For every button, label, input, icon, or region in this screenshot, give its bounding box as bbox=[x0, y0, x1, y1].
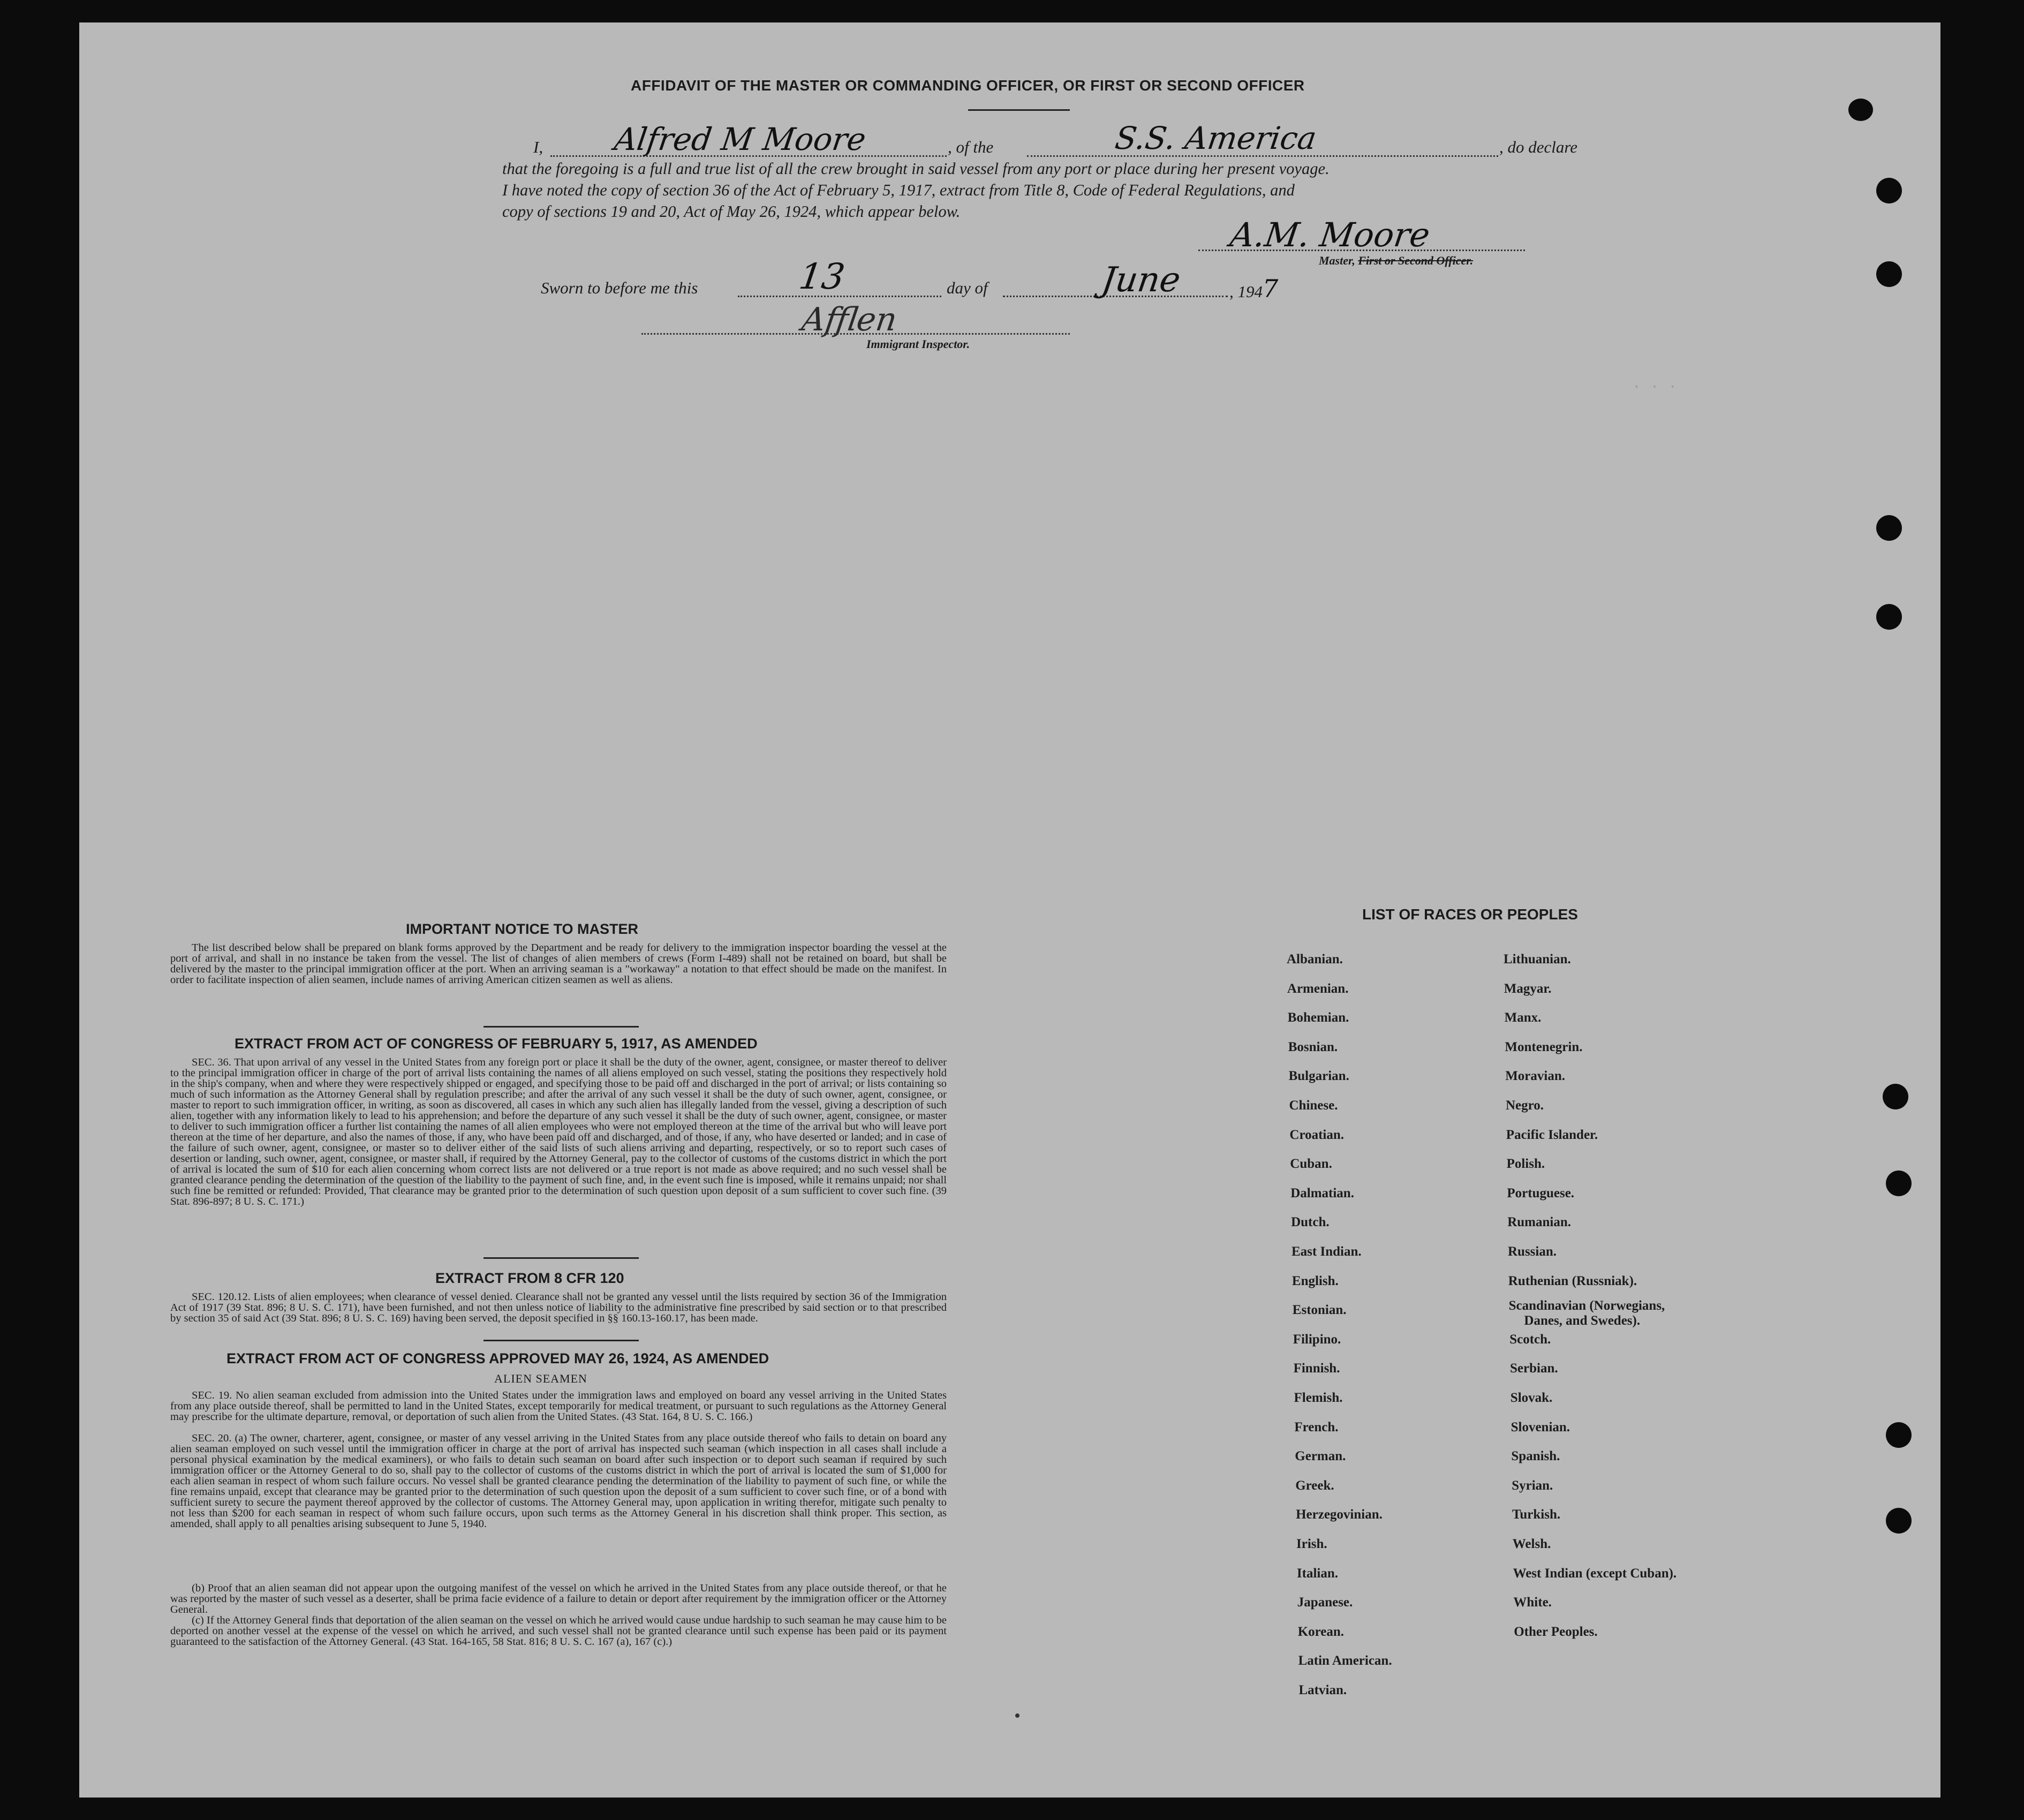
race-item: Chinese. bbox=[1289, 1098, 1338, 1113]
master-name-handwritten: Alfred M Moore bbox=[612, 121, 868, 157]
sec20b-text: (b) Proof that an alien seaman did not appear upon the outgoing manifest of the vessel on which he arrived in the United States from any place outside thereof, or that he was reported by the master of such vessel as a deserter, shall be prima facie evidence of a failure to detain or deport after requirement by the immigration officer or the Attorney General. bbox=[170, 1582, 947, 1615]
race-item: Latin American. bbox=[1298, 1653, 1392, 1668]
cfr-text: SEC. 120.12. Lists of alien employees; when clearance of vessel denied. Clearance shall not be granted any vessel until the lists required by section 36 of the Immigration Act of 1917 (39 Stat. 896; 8 U. S. C. 171), have been furnished, and not then unless notice of liability to the administrative fine prescribed by said section or to that prescribed by section 35 of said Act (39 Stat. 896; 8 U. S. C. 169) having been served, the deposit specified in §§ 160.13-160.17, has been made. bbox=[170, 1291, 947, 1324]
race-item: Russian. bbox=[1508, 1244, 1557, 1259]
document-page bbox=[79, 22, 1940, 1798]
year-prefix: , 194 bbox=[1229, 282, 1263, 301]
extract-1924-heading: EXTRACT FROM ACT OF CONGRESS APPROVED MAY 26, 1924, AS AMENDED bbox=[226, 1350, 769, 1366]
race-item: Lithuanian. bbox=[1504, 952, 1571, 966]
affidavit-body-line1: that the foregoing is a full and true list of all the crew brought in said vessel from any port or place during her present voyage. bbox=[502, 160, 1330, 178]
race-item: Magyar. bbox=[1504, 981, 1552, 996]
cfr-heading: EXTRACT FROM 8 CFR 120 bbox=[435, 1270, 624, 1286]
notice-heading: IMPORTANT NOTICE TO MASTER bbox=[406, 921, 638, 937]
race-item: Turkish. bbox=[1512, 1507, 1561, 1522]
bleed-through-text: . . . bbox=[1632, 376, 1678, 392]
affidavit-heading: AFFIDAVIT OF THE MASTER OR COMMANDING OFFICER, OR FIRST OR SECOND OFFICER bbox=[631, 77, 1305, 94]
race-item: Portuguese. bbox=[1507, 1185, 1575, 1200]
extract-1917-text: SEC. 36. That upon arrival of any vessel in the United States from any foreign port or place it shall be the duty of the owner, agent, consignee, or master thereof to deliver to the principal immigration officer in charge of the port of arrival lists containing the names of all aliens employed on such vessel, stating the positions they respectively hold in the ship's company, when and where they were respectively shipped or engaged, and specifying those to be paid off and discharged in the port of arrival; or lists containing so much of such information as the Attorney General shall by regulation prescribe; and after the arrival of any such vessel it shall be the duty of such owner, agent, consignee, or master to report to such immigration officer, in writing, as soon as discovered, all cases in which any such alien has illegally landed from the vessel, giving a description of such alien, together with any information likely to lead to his apprehension; and before the departure of any such vessel it shall be the duty of such owner, agent, consignee, or master to deliver to such immigration officer a further list containing the names of all alien employees who were not employed thereon at the time of the arrival but who will leave port thereon at the time of her departure, and also the names of those, if any, who have been paid off and discharged, and of those, if any, who have deserted or landed; and in case of the failure of such owner, agent, consignee, or master so to deliver either of the said lists of such aliens arriving and departing, respectively, or so to report such cases of desertion or landing, such owner, agent, consignee, or master shall, if required by the Attorney General, pay to the collector of customs of the customs district in which the port of arrival is located the sum of $10 for each alien concerning whom correct lists are not delivered or a true report is not made as above required; and no such vessel shall be granted clearance pending the determination of the question of the liability to the payment of such fine, and, in the event such fine is imposed, while it remains unpaid; nor shall such fine be remitted or refunded: Provided, That clearance may be granted prior to the determination of such question upon deposit of a sum sufficient to cover such fine. (39 Stat. 896-897; 8 U. S. C. 171.) bbox=[170, 1056, 947, 1207]
race-item: East Indian. bbox=[1292, 1244, 1362, 1259]
extract-1917-heading: EXTRACT FROM ACT OF CONGRESS OF FEBRUARY 5, 1917, AS AMENDED bbox=[235, 1036, 758, 1052]
race-item: Albanian. bbox=[1287, 952, 1343, 966]
cfr-rule bbox=[484, 1340, 639, 1341]
race-item: Slovenian. bbox=[1511, 1419, 1570, 1434]
race-item: Montenegrin. bbox=[1505, 1039, 1583, 1054]
sworn-month-handwritten: June bbox=[1099, 260, 1183, 300]
master-caption-struck: First or Second Officer. bbox=[1358, 254, 1474, 267]
race-item: Scandinavian (Norwegians, bbox=[1508, 1298, 1665, 1313]
sworn-day-handwritten: 13 bbox=[796, 256, 848, 297]
race-item: Manx. bbox=[1504, 1010, 1542, 1025]
of-the-label: , of the bbox=[948, 138, 994, 156]
sec20c-text: (c) If the Attorney General finds that deportation of the alien seaman on the vessel on which he arrived would cause undue hardship to such seaman he may cause him to be deported on another vessel at the expense of the vessel on which he arrived, and such vessel shall not be granted clearance until such expense has been paid or its payment guaranteed to the satisfaction of the Attorney General. (43 Stat. 164-165, 58 Stat. 816; 8 U. S. C. 167 (a), 167 (c).) bbox=[170, 1614, 947, 1648]
heading-rule bbox=[968, 109, 1070, 111]
race-item: Serbian. bbox=[1510, 1361, 1558, 1376]
race-item: Irish. bbox=[1296, 1537, 1327, 1551]
race-item: Greek. bbox=[1295, 1478, 1334, 1493]
race-item: Slovak. bbox=[1510, 1391, 1553, 1405]
affidavit-body-line3: copy of sections 19 and 20, Act of May 26, 1924, which appear below. bbox=[502, 202, 961, 221]
race-item: Latvian. bbox=[1298, 1683, 1347, 1697]
race-item: Polish. bbox=[1506, 1157, 1545, 1172]
race-item: Dutch. bbox=[1291, 1215, 1330, 1230]
race-item: Japanese. bbox=[1297, 1595, 1353, 1610]
race-item: Croatian. bbox=[1289, 1127, 1345, 1142]
race-item: Syrian. bbox=[1512, 1478, 1553, 1493]
alien-seamen-subheading: ALIEN SEAMEN bbox=[494, 1372, 587, 1385]
race-item: White. bbox=[1513, 1595, 1552, 1610]
race-item: Danes, and Swedes). bbox=[1524, 1313, 1641, 1328]
race-item: Korean. bbox=[1297, 1624, 1345, 1639]
race-item: Ruthenian (Russniak). bbox=[1508, 1273, 1637, 1288]
race-item: Armenian. bbox=[1287, 981, 1349, 996]
punch-hole bbox=[1876, 604, 1902, 630]
sworn-year bbox=[1229, 274, 1278, 303]
notice-rule bbox=[484, 1026, 639, 1028]
punch-hole bbox=[1886, 1508, 1912, 1534]
race-item: Pacific Islander. bbox=[1506, 1127, 1598, 1142]
punch-hole bbox=[1886, 1170, 1912, 1196]
race-item: Herzegovinian. bbox=[1296, 1507, 1383, 1522]
race-item: French. bbox=[1294, 1419, 1339, 1434]
race-item: Negro. bbox=[1506, 1098, 1544, 1113]
punch-hole bbox=[1876, 515, 1902, 541]
race-item: Dalmatian. bbox=[1290, 1185, 1354, 1200]
race-item: Cuban. bbox=[1290, 1157, 1332, 1172]
extract-1917-rule bbox=[484, 1257, 639, 1259]
do-declare-label: , do declare bbox=[1499, 138, 1578, 156]
race-item: Finnish. bbox=[1293, 1361, 1340, 1376]
inspector-caption: Immigrant Inspector. bbox=[866, 337, 970, 351]
races-heading: LIST OF RACES OR PEOPLES bbox=[1362, 906, 1578, 923]
sec20a-text: SEC. 20. (a) The owner, charterer, agent, consignee, or master of any vessel arriving in the United States from any place outside thereof who fails to detain on board any alien seaman employed on such vessel until the immigration officer in charge at the port of arrival has inspected such seaman (which inspection in all cases shall include a personal physical examination by the medical examiners), or who fails to detain such seaman on board after such inspection or to deport such seaman if required by such immigration officer or the Attorney General to do so, shall pay to the collector of customs of the customs district in which the port of arrival is located the sum of $1,000 for each alien seaman in respect of whom such failure occurs. No vessel shall be granted clearance pending the determination of the liability to payment of such fine, or while the fine remains unpaid, except that clearance may be granted prior to the determination of such question upon the deposit of a sum sufficient to cover such fine, or of a bond with sufficient surety to secure the payment thereof approved by the collector of customs. The Attorney General may, upon application in writing therefor, mitigate such penalty to not less than $200 for each seaman in respect of whom such failure occurs, upon such terms as the Attorney General in his discretion shall think proper. This section, as amended, shall apply to all penalties arising subsequent to June 5, 1940. bbox=[170, 1432, 947, 1530]
race-item: Estonian. bbox=[1292, 1303, 1347, 1318]
race-item: Other Peoples. bbox=[1514, 1624, 1598, 1639]
race-item: West Indian (except Cuban). bbox=[1513, 1566, 1677, 1581]
punch-hole bbox=[1876, 178, 1902, 203]
race-item: Spanish. bbox=[1511, 1449, 1560, 1464]
race-item: Scotch. bbox=[1509, 1332, 1551, 1347]
sec19-text: SEC. 19. No alien seaman excluded from admission into the United States under the immigration laws and employed on board any vessel arriving in the United States from any place outside thereof, shall be permitted to land in the United States, except temporarily for medical treatment, or pursuant to such regulations as the Attorney General may prescribe for the ultimate departure, removal, or deportation of such alien from the United States. (43 Stat. 164, 8 U. S. C. 166.) bbox=[170, 1389, 947, 1423]
race-item: Bohemian. bbox=[1287, 1010, 1349, 1025]
affidavit-body-line2: I have noted the copy of section 36 of the Act of February 5, 1917, extract from Title 8, Code of Federal Regulations, and bbox=[502, 181, 1295, 199]
race-item: Rumanian. bbox=[1507, 1215, 1571, 1230]
race-item: Filipino. bbox=[1293, 1332, 1341, 1347]
inspector-signature: Afflen bbox=[799, 301, 900, 338]
master-caption-title: Master, bbox=[1319, 254, 1355, 267]
race-item: Moravian. bbox=[1505, 1069, 1565, 1084]
race-item: Welsh. bbox=[1512, 1537, 1551, 1551]
punch-hole bbox=[1886, 1422, 1912, 1448]
punch-hole bbox=[1876, 261, 1902, 287]
punch-hole bbox=[1883, 1084, 1908, 1109]
year-suffix-handwritten: 7 bbox=[1263, 274, 1279, 303]
sworn-label: Sworn to before me this bbox=[541, 278, 698, 297]
affidavit-i-label: I, bbox=[533, 138, 543, 156]
vessel-name-handwritten: S.S. America bbox=[1113, 120, 1319, 156]
punch-hole bbox=[1848, 99, 1873, 121]
master-caption bbox=[1319, 254, 1473, 268]
race-item: Bosnian. bbox=[1288, 1039, 1338, 1054]
race-item: Italian. bbox=[1296, 1566, 1338, 1581]
race-item: English. bbox=[1292, 1273, 1339, 1288]
master-signature: A.M. Moore bbox=[1227, 215, 1432, 254]
notice-text: The list described below shall be prepared on blank forms approved by the Department and be ready for delivery to the immigration inspector boarding the vessel at the port of arrival, and shall in no instance be taken from the vessel. The list of changes of alien members of crews (Form I-489) shall not be retained on board, but shall be delivered by the master to the principal immigration officer at the port. When an arriving seaman is a "workaway" a notation to that effect should be made on the manifest. In order to facilitate inspection of alien seamen, include names of arriving American citizen seamen as well as aliens. bbox=[170, 942, 947, 986]
race-item: Bulgarian. bbox=[1288, 1069, 1349, 1084]
race-item: German. bbox=[1295, 1449, 1346, 1464]
day-of-label: day of bbox=[947, 278, 988, 297]
stray-mark bbox=[1015, 1713, 1019, 1718]
race-item: Flemish. bbox=[1294, 1391, 1343, 1405]
